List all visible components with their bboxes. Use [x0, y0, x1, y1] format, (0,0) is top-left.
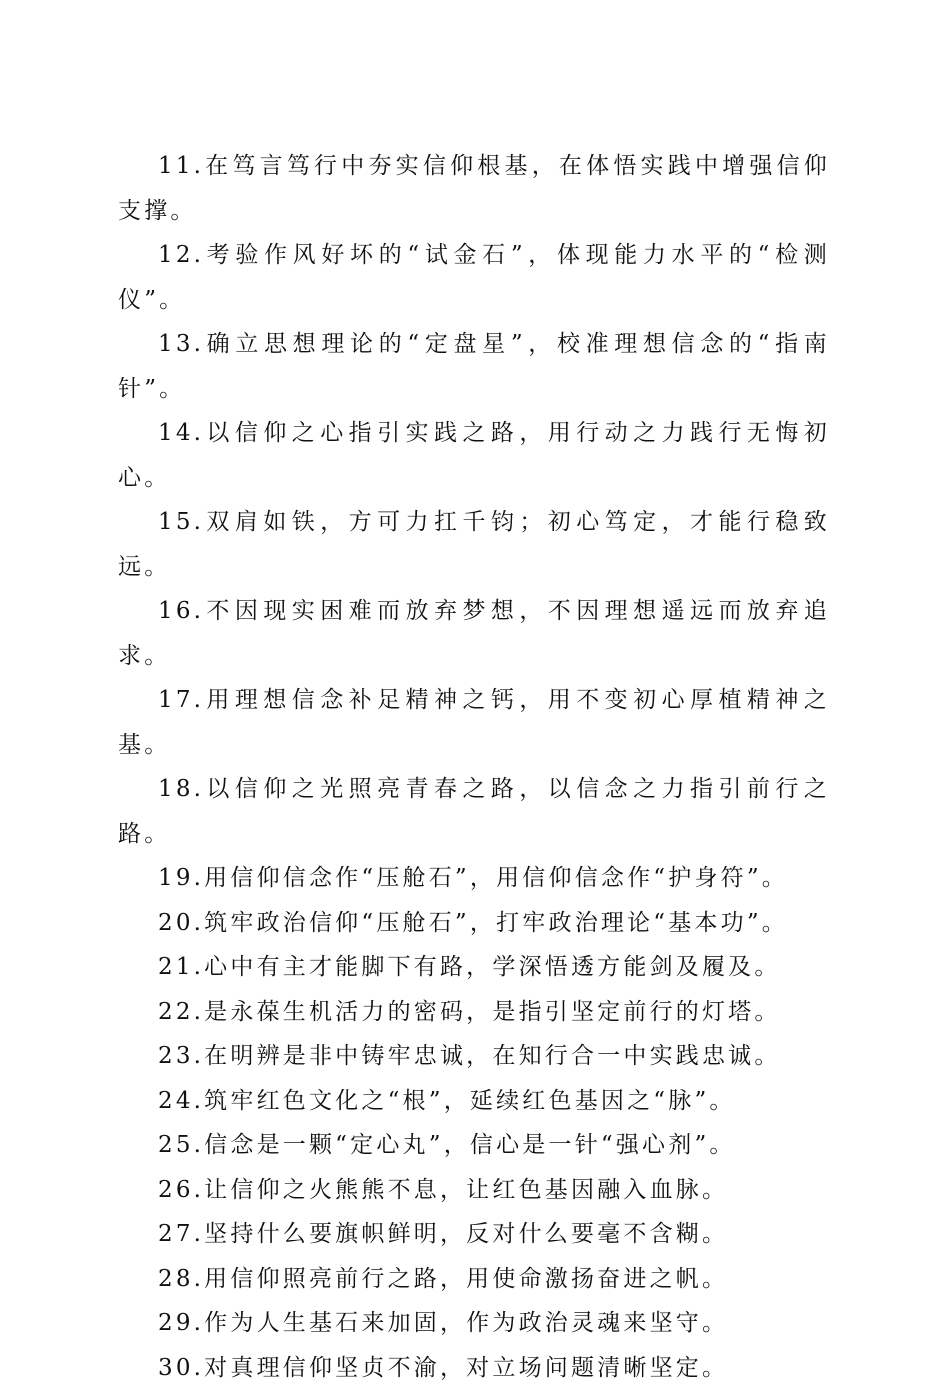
paragraph-item: 16.不因现实困难而放弃梦想，不因理想遥远而放弃追求。 — [118, 589, 830, 678]
paragraph-item: 19.用信仰信念作“压舱石”，用信仰信念作“护身符”。 — [118, 856, 830, 901]
paragraph-item: 13.确立思想理论的“定盘星”，校准理想信念的“指南针”。 — [118, 322, 830, 411]
paragraph-item: 12.考验作风好坏的“试金石”，体现能力水平的“检测仪”。 — [118, 233, 830, 322]
paragraph-item: 20.筑牢政治信仰“压舱石”，打牢政治理论“基本功”。 — [118, 901, 830, 946]
paragraph-item: 23.在明辨是非中铸牢忠诚，在知行合一中实践忠诚。 — [118, 1034, 830, 1079]
paragraph-item: 15.双肩如铁，方可力扛千钧；初心笃定，才能行稳致远。 — [118, 500, 830, 589]
paragraph-item: 29.作为人生基石来加固，作为政治灵魂来坚守。 — [118, 1301, 830, 1346]
paragraph-item: 14.以信仰之心指引实践之路，用行动之力践行无悔初心。 — [118, 411, 830, 500]
paragraph-item: 25.信念是一颗“定心丸”，信心是一针“强心剂”。 — [118, 1123, 830, 1168]
paragraph-item: 28.用信仰照亮前行之路，用使命激扬奋进之帆。 — [118, 1257, 830, 1302]
paragraph-item: 11.在笃言笃行中夯实信仰根基，在体悟实践中增强信仰支撑。 — [118, 144, 830, 233]
paragraph-item: 30.对真理信仰坚贞不渝，对立场问题清晰坚定。 — [118, 1346, 830, 1390]
paragraph-item: 18.以信仰之光照亮青春之路，以信念之力指引前行之路。 — [118, 767, 830, 856]
paragraph-item: 26.让信仰之火熊熊不息，让红色基因融入血脉。 — [118, 1168, 830, 1213]
document-body — [118, 144, 830, 1390]
paragraph-item: 24.筑牢红色文化之“根”，延续红色基因之“脉”。 — [118, 1079, 830, 1124]
paragraph-item: 27.坚持什么要旗帜鲜明，反对什么要毫不含糊。 — [118, 1212, 830, 1257]
paragraph-item: 22.是永葆生机活力的密码，是指引坚定前行的灯塔。 — [118, 990, 830, 1035]
paragraph-item: 17.用理想信念补足精神之钙，用不变初心厚植精神之基。 — [118, 678, 830, 767]
paragraph-item: 21.心中有主才能脚下有路，学深悟透方能剑及履及。 — [118, 945, 830, 990]
